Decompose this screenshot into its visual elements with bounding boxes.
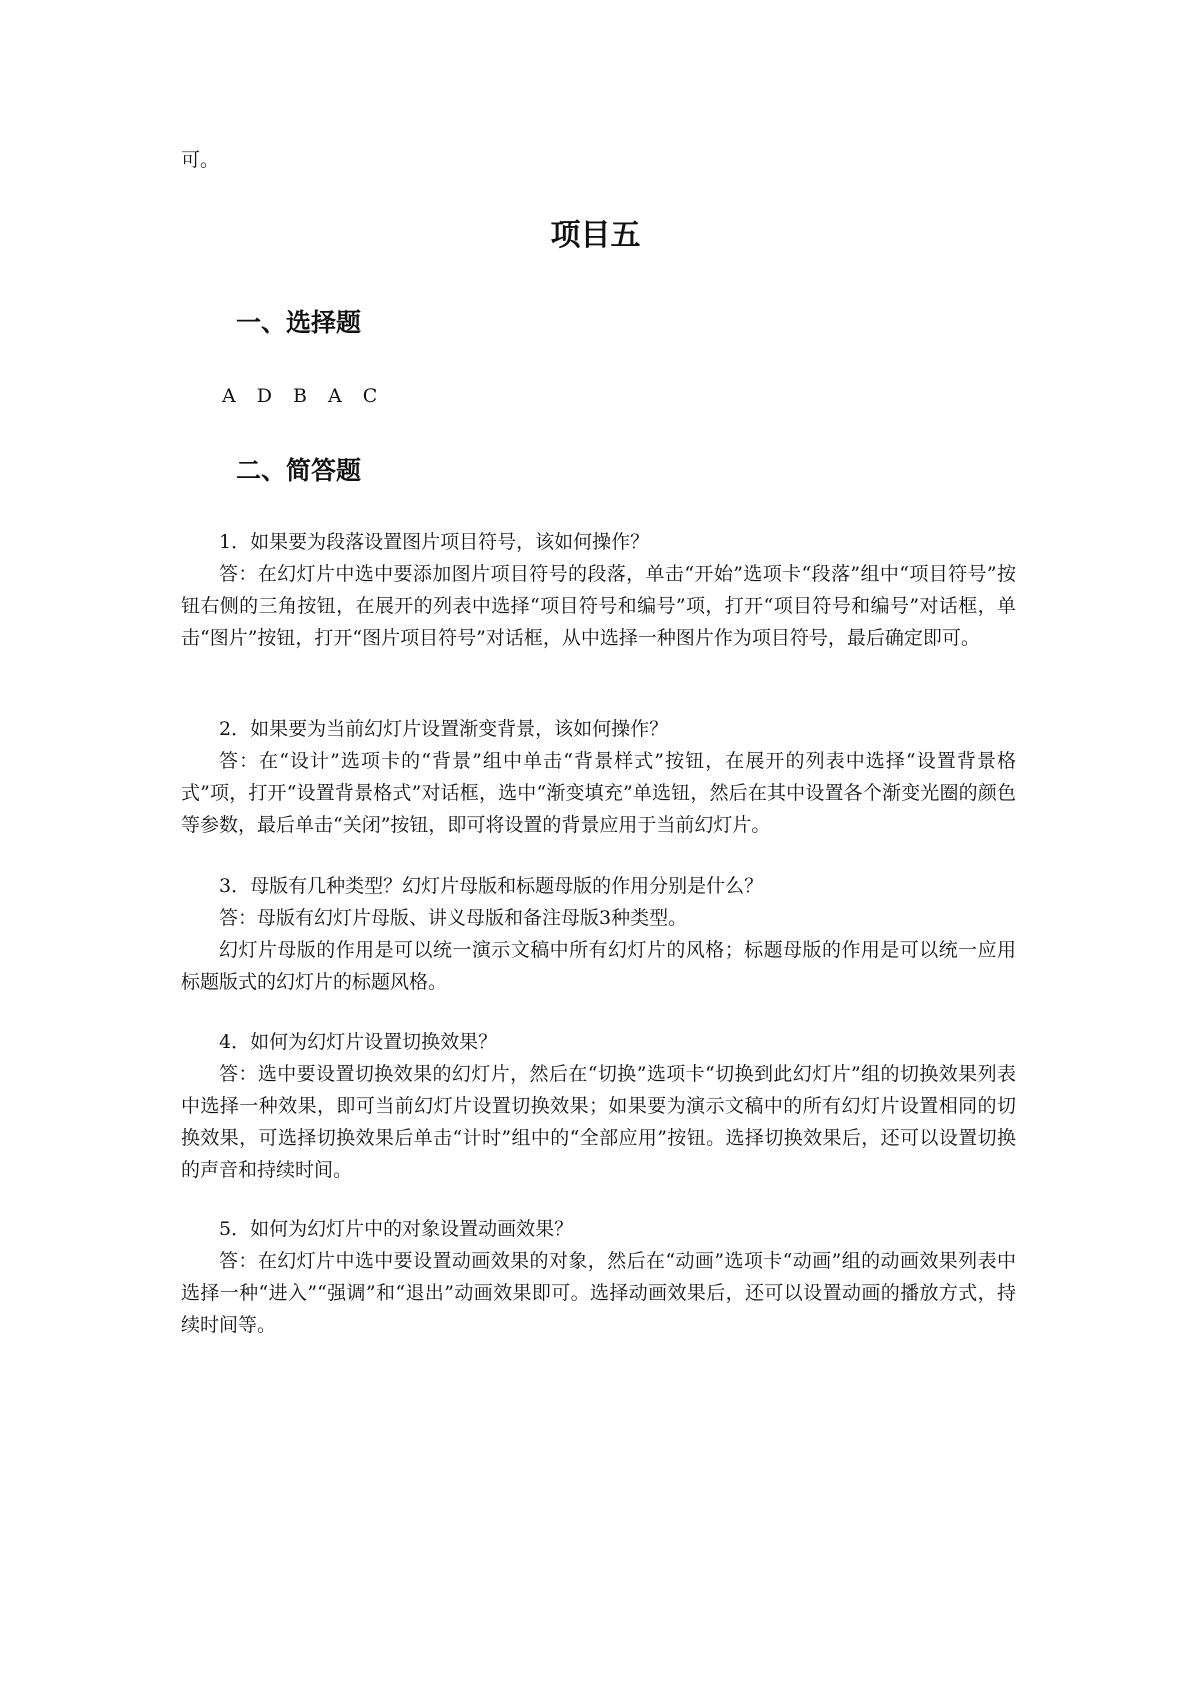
answer-text: 答：在幻灯片中选中要添加图片项目符号的段落，单击“开始”选项卡“段落”组中“项目符号”按钮右侧的三角按钮，在展开的列表中选择“项目符号和编号”项，打开“项目符号和编号”对话框，单击“图片”按钮，打开“图片项目符号”对话框，从中选择一种图片作为项目符号，最后确定即可。 — [181, 563, 1016, 649]
previous-answer-tail: 可。 — [181, 149, 220, 171]
question-text: 5．如何为幻灯片中的对象设置动画效果？ — [219, 1218, 574, 1240]
qa-item-5 — [181, 1213, 1016, 1341]
question-text: 3．母版有几种类型？幻灯片母版和标题母版的作用分别是什么？ — [219, 875, 764, 897]
qa-item-3 — [181, 870, 1016, 998]
answer-text: 答：在幻灯片中选中要设置动画效果的对象，然后在“动画”选项卡“动画”组的动画效果列表中选择一种“进入”“强调”和“退出”动画效果即可。选择动画效果后，还可以设置动画的播放方式，持续时间等。 — [181, 1250, 1016, 1336]
qa-item-1 — [181, 526, 1016, 654]
answer-text: 幻灯片母版的作用是可以统一演示文稿中所有幻灯片的风格；标题母版的作用是可以统一应用标题版式的幻灯片的标题风格。 — [181, 939, 1016, 993]
qa-item-4 — [181, 1026, 1016, 1186]
question-text: 4．如何为幻灯片设置切换效果？ — [219, 1031, 498, 1053]
section-heading-choice: 一、选择题 — [236, 308, 362, 337]
answer-text: 答：选中要设置切换效果的幻灯片，然后在“切换”选项卡“切换到此幻灯片”组的切换效果列表中选择一种效果，即可当前幻灯片设置切换效果；如果要为演示文稿中的所有幻灯片设置相同的切换效果，可选择切换效果后单击“计时”组中的“全部应用”按钮。选择切换效果后，还可以设置切换的声音和持续时间。 — [181, 1063, 1016, 1181]
choice-answers: A D B A C — [222, 385, 379, 407]
answer-text: 答：母版有幻灯片母版、讲义母版和备注母版3种类型。 — [219, 907, 688, 929]
answer-text: 答：在“设计”选项卡的“背景”组中单击“背景样式”按钮，在展开的列表中选择“设置背景格式”项，打开“设置背景格式”对话框，选中“渐变填充”单选钮，然后在其中设置各个渐变光圈的颜色等参数，最后单击“关闭”按钮，即可将设置的背景应用于当前幻灯片。 — [181, 750, 1016, 836]
question-text: 1．如果要为段落设置图片项目符号，该如何操作？ — [219, 531, 650, 553]
question-text: 2．如果要为当前幻灯片设置渐变背景，该如何操作？ — [219, 718, 669, 740]
qa-item-2 — [181, 713, 1016, 841]
page-title: 项目五 — [550, 218, 641, 253]
section-heading-short-answer: 二、简答题 — [236, 456, 362, 485]
